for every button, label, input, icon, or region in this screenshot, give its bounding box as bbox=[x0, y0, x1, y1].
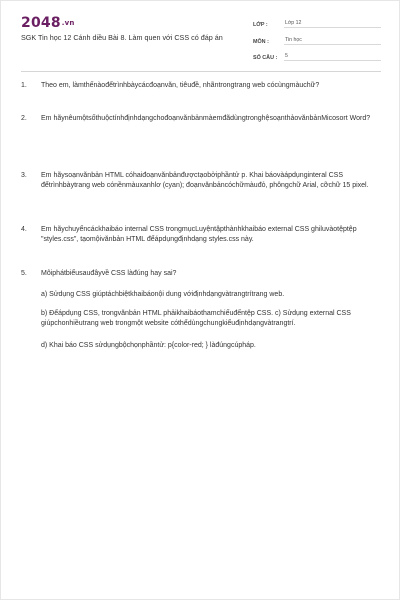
question-number: 3. bbox=[21, 172, 27, 179]
document-title: SGK Tin học 12 Cánh diều Bài 8. Làm quen với CSS có đáp án bbox=[21, 33, 223, 42]
meta-subject-label: MÔN : bbox=[253, 38, 269, 45]
question-text: Môiphátbiểusauđâyvề CSS làđúng hay sai? bbox=[41, 270, 177, 277]
meta-count-value: 5 bbox=[284, 53, 381, 61]
header-divider bbox=[21, 71, 381, 72]
question-number: 4. bbox=[21, 226, 27, 233]
question-number: 1. bbox=[21, 82, 27, 89]
question-number: 5. bbox=[21, 270, 27, 277]
question-number: 2. bbox=[21, 115, 27, 122]
question-5-option-a: a) Sửdụng CSS giúptáchbiệtkhaibáonội dung vớiđịnhdạngvàtrangtrítrang web. bbox=[41, 291, 285, 298]
question-text: Em hãychuyểncáckhaibáo internal CSS trongmụcLuyệntậpthànhkhaibáo external CSS ghiluvàotệptệp "styles.css", tạomộivănbản HTML đểápdụngđịnhdạng styles.css này. bbox=[41, 226, 357, 243]
question-text: Em hãysoạnvănbản HTML cóhaiđoạnvănbảnđượctạobởiphầntử p. Khai báovàápdụnginteral CSS đểtrìnhbàytrang web cónềnmàuxanhlơ (cyan); đoạnvănbảncóchữmàuđỏ, phôngchữ Arial, cỡchữ 15 pixel. bbox=[41, 172, 369, 189]
meta-subject bbox=[253, 32, 381, 45]
meta-class-label: LỚP : bbox=[253, 22, 268, 28]
logo-suffix: .vn bbox=[61, 19, 75, 27]
question-5-option-d: d) Khai báo CSS sửdụngbộchọnphầntử: p{color-red; } làđúngcúpháp. bbox=[41, 342, 256, 349]
question-text: Em hãynêumộtsốthuộctínhđịnhdạngchođoạnvănbảnmàemđãdùngtronghệsoạnthảovănbảnMicosort Word? bbox=[41, 115, 371, 122]
site-logo[interactable] bbox=[21, 15, 75, 31]
question-5-option-b: b) Đểápdụng CSS, trongvănbản HTML phảikhaibáothamchiếuđếntệp CSS. c) Sửdụng external CSS giúpchonhiềutrang web trongmột website cóthểdùngchungkiểuđịnhdạngvàtrangtrí. bbox=[41, 310, 351, 327]
meta-count bbox=[253, 48, 381, 61]
header bbox=[1, 1, 400, 71]
meta-count-label: SỐ CÂU : bbox=[253, 55, 278, 61]
question-text: Theo em, làmthếnàođểtrìnhbàycácđoạnvăn, tiêuđề, nhãntrongtrang web cócùngmàuchữ? bbox=[41, 82, 320, 89]
logo-main: 2048 bbox=[21, 15, 61, 31]
meta-subject-value: Tin học bbox=[284, 37, 381, 45]
meta-info bbox=[253, 15, 381, 65]
meta-class bbox=[253, 15, 381, 28]
meta-class-value: Lớp 12 bbox=[284, 20, 381, 28]
